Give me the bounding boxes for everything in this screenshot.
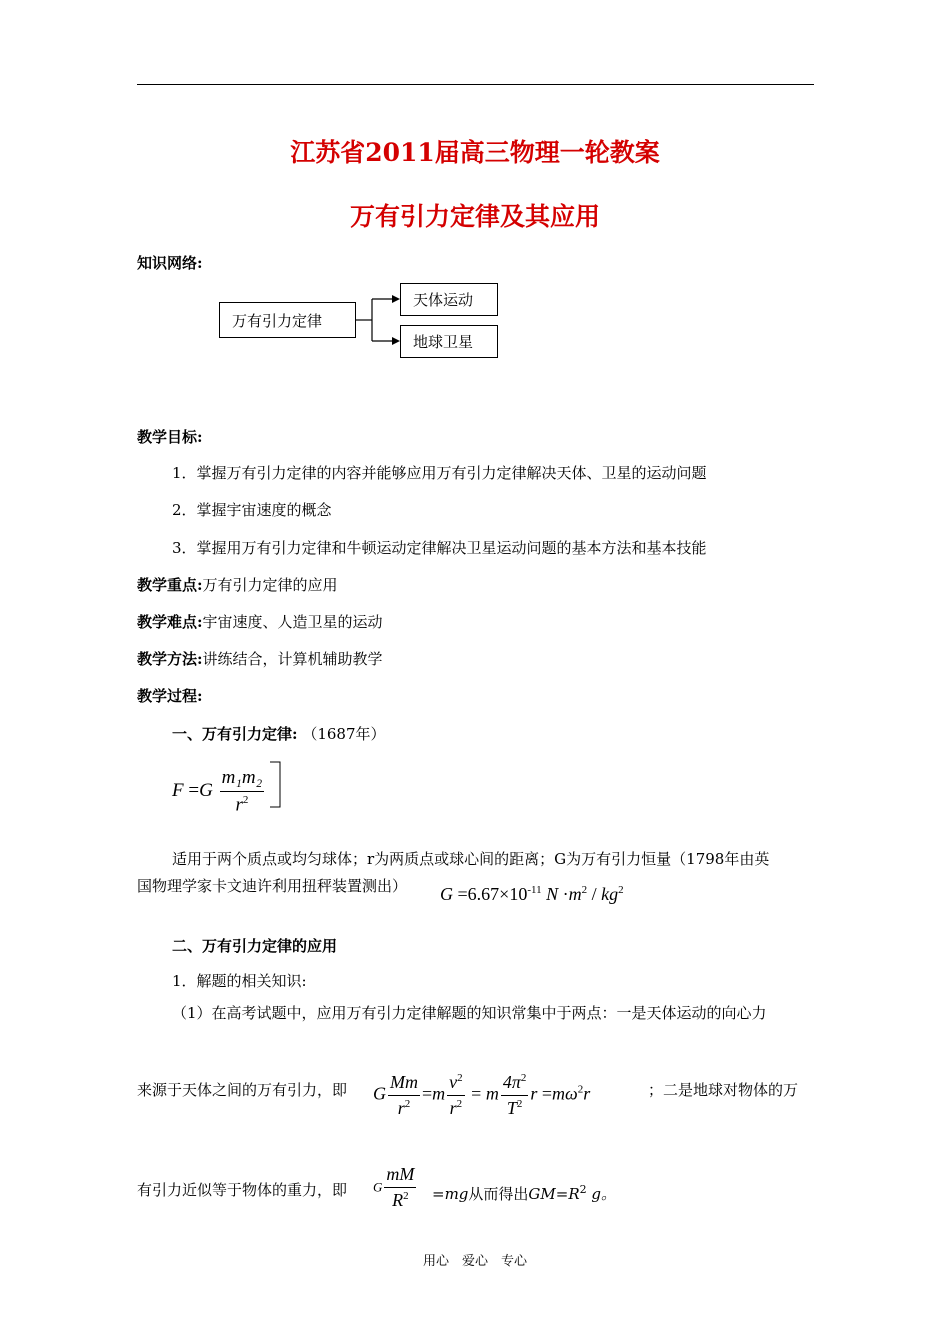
method-value: 讲练结合，计算机辅助教学 — [202, 650, 383, 668]
section2-para1: （1）在高考试题中，应用万有引力定律解题的知识常集中于两点：一是天体运动的向心力 — [172, 1004, 767, 1022]
section1-heading: 一、万有引力定律: — [172, 725, 298, 743]
section2-para2-prefix: 来源于天体之间的万有引力，即 — [137, 1081, 348, 1099]
focus-value: 万有引力定律的应用 — [202, 576, 338, 594]
objectives-label: 教学目标: — [137, 428, 203, 446]
network-branch-box-1 — [400, 283, 498, 316]
network-branch-box-2 — [400, 325, 498, 358]
knowledge-network-label: 知识网络: — [137, 254, 203, 272]
centripetal-equation: G $\frac{Mm}{r^2}$ =m $\frac{v^2}{r^2}$ = m $\frac{4\pi^2}{T^2}$ $r =m\omega^2r$ — [373, 1072, 591, 1118]
network-branch-label: 天体运动 — [413, 291, 474, 309]
method-label: 教学方法: — [137, 650, 203, 668]
formula-fraction — [220, 767, 265, 816]
network-connector — [356, 290, 402, 350]
header-rule — [137, 84, 814, 85]
section2-para3-prefix: 有引力近似等于物体的重力，即 — [137, 1181, 348, 1199]
document-subtitle: 万有引力定律及其应用 — [349, 202, 600, 231]
objective-item: 2．掌握宇宙速度的概念 — [172, 501, 332, 519]
formula-bracket — [270, 761, 282, 809]
gravity-result-line: =mg从而得出$GM=R^2$ g。 — [432, 1183, 617, 1203]
gravity-rhs: =mg — [432, 1185, 469, 1203]
section2-heading: 二、万有引力定律的应用 — [172, 937, 338, 955]
focus-line — [137, 575, 338, 595]
section2-para2-suffix: ；二是地球对物体的万 — [648, 1081, 799, 1099]
objective-item: 3．掌握用万有引力定律和牛顿运动定律解决卫星运动问题的基本方法和基本技能 — [172, 539, 707, 557]
section2-sub1: 1．解题的相关知识: — [172, 972, 307, 990]
gravitation-formula — [172, 767, 266, 816]
section1-heading-line — [172, 724, 386, 744]
formula-lhs: F — [172, 780, 184, 802]
section1-desc-line1: 适用于两个质点或均匀球体；r为两质点或球心间的距离；G为万有引力恒量（1798年由英 — [172, 850, 770, 868]
gravitational-constant: $G =6.67\times 10^{-11}$ $N \cdot m^2 / kg^2$ — [440, 884, 624, 904]
process-label: 教学过程: — [137, 687, 203, 705]
objective-item: 1．掌握万有引力定律的内容并能够应用万有引力定律解决天体、卫星的运动问题 — [172, 464, 707, 482]
method-line — [137, 649, 383, 669]
focus-label: 教学重点: — [137, 576, 203, 594]
formula-numerator: m₁m₂ — [220, 767, 265, 792]
formula-denominator: $r^2$ — [235, 794, 249, 816]
formula-G: G — [199, 780, 213, 802]
section1-year: （1687年） — [302, 725, 386, 743]
page-footer: 用心 爱心 专心 — [422, 1254, 527, 1269]
difficulty-value: 宇宙速度、人造卫星的运动 — [202, 613, 383, 631]
network-root-label: 万有引力定律 — [232, 311, 323, 330]
network-branch-label: 地球卫星 — [413, 333, 474, 351]
formula-eq: = — [188, 780, 200, 802]
difficulty-label: 教学难点: — [137, 613, 203, 631]
document-title: 江苏省2011届高三物理一轮教案 — [290, 138, 660, 167]
section1-desc-line2: 国物理学家卡文迪许利用扭秤装置测出） — [137, 877, 408, 895]
difficulty-line — [137, 612, 383, 632]
network-root-box — [219, 302, 356, 338]
gravity-equation: G $\frac{mM}{R^2}$ — [373, 1164, 415, 1210]
